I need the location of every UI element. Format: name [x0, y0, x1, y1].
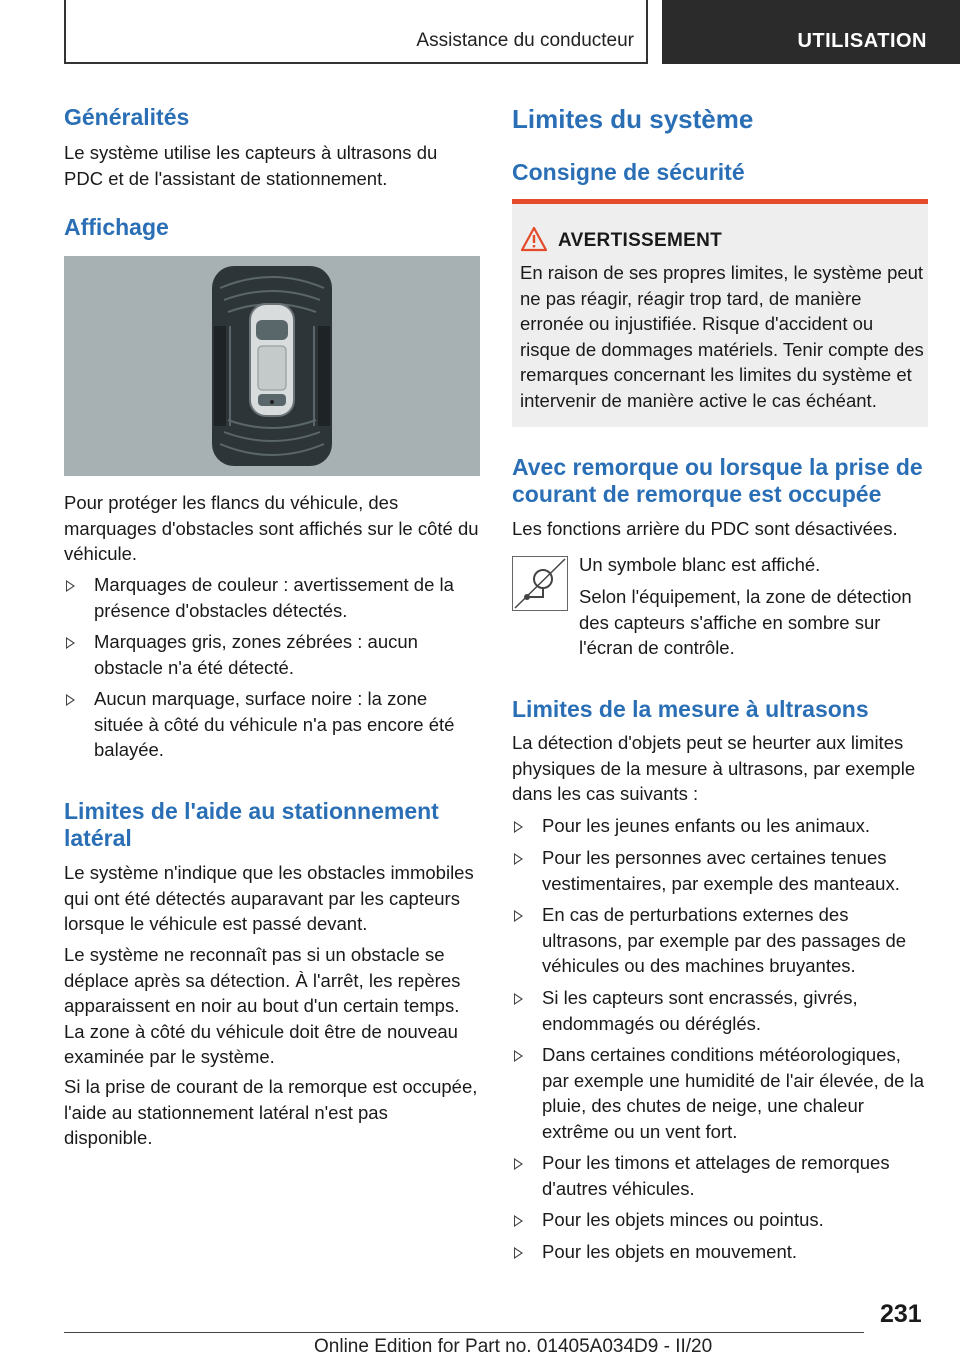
heading-limites-mesure: Limites de la mesure à ultrasons	[512, 696, 869, 722]
paragraph-limites-1: Le système n'indique que les obstacles immobiles qui ont été détectés auparavant par les capteurs lorsque le véhicule est passé devant.	[64, 862, 474, 934]
paragraph-remorque: Les fonctions arrière du PDC sont désactivées.	[512, 518, 898, 539]
trailer-symbol-icon	[512, 556, 568, 611]
paragraph-mesure: La détection d'objets peut se heurter aux limites physiques de la mesure à ultrasons, par exemple dans les cas suivants :	[512, 732, 916, 804]
heading-remorque: Avec remorque ou lorsque la prise de courant de remorque est occupée	[512, 454, 923, 507]
page-number: 231	[880, 1300, 922, 1328]
paragraph-affichage: Pour protéger les flancs du véhicule, des marquages d'obstacles sont affichés sur le côté du véhicule.	[64, 492, 479, 564]
bullet-triangle-icon	[514, 1215, 523, 1227]
header-section-title: Assistance du conducteur	[416, 30, 634, 51]
parking-display-image	[64, 256, 480, 476]
heading-generalites: Généralités	[64, 104, 190, 130]
header-chapter-tab	[662, 0, 960, 64]
paragraph-symbole-blanc: Un symbole blanc est affiché.	[579, 554, 821, 575]
bullet-triangle-icon	[66, 580, 75, 592]
bullet-triangle-icon	[66, 694, 75, 706]
bullet-triangle-icon	[66, 637, 75, 649]
heading-limites-systeme: Limites du système	[512, 104, 754, 134]
warning-triangle-icon	[520, 226, 548, 252]
bullet-triangle-icon	[514, 853, 523, 865]
header-chapter-title: UTILISATION	[797, 30, 927, 52]
bullet-triangle-icon	[514, 1247, 523, 1259]
bullet-triangle-icon	[514, 821, 523, 833]
heading-consigne-securite: Consigne de sécurité	[512, 159, 745, 185]
paragraph-generalites: Le système utilise les capteurs à ultrasons du PDC et de l'assistant de stationnement.	[64, 142, 438, 189]
paragraph-zone-detection: Selon l'équipement, la zone de détection des capteurs s'affiche en sombre sur l'écran de contrôle.	[579, 586, 912, 658]
paragraph-limites-2: Le système ne reconnaît pas si un obstacle se déplace après sa détection. À l'arrêt, les repères apparaissent en noir au bout d'un certain temps. La zone à côté du véhicule doit être de nouveau examinée par le système.	[64, 944, 461, 1067]
bullet-triangle-icon	[514, 910, 523, 922]
warning-label: AVERTISSEMENT	[558, 230, 723, 251]
header-section-tab	[64, 0, 648, 64]
parking-display-graphic	[64, 256, 480, 476]
heading-affichage: Affichage	[64, 214, 169, 240]
footer-divider	[64, 1332, 864, 1333]
heading-limites-aide-stationnement: Limites de l'aide au stationnement latéral	[64, 798, 439, 851]
footer-edition: Online Edition for Part no. 01405A034D9 - II/20	[314, 1336, 713, 1357]
warning-box	[512, 199, 928, 427]
bullet-triangle-icon	[514, 993, 523, 1005]
warning-text: En raison de ses propres limites, le système peut ne pas réagir, réagir trop tard, de manière erronée ou injustifiée. Risque d'accident ou risque de dommages matériels. Tenir compte des remarques concernant les limites du système et intervenir de manière active le cas échéant.	[520, 262, 924, 411]
bullet-triangle-icon	[514, 1158, 523, 1170]
bullet-triangle-icon	[514, 1050, 523, 1062]
paragraph-limites-3: Si la prise de courant de la remorque est occupée, l'aide au stationnement latéral n'est pas disponible.	[64, 1076, 478, 1148]
